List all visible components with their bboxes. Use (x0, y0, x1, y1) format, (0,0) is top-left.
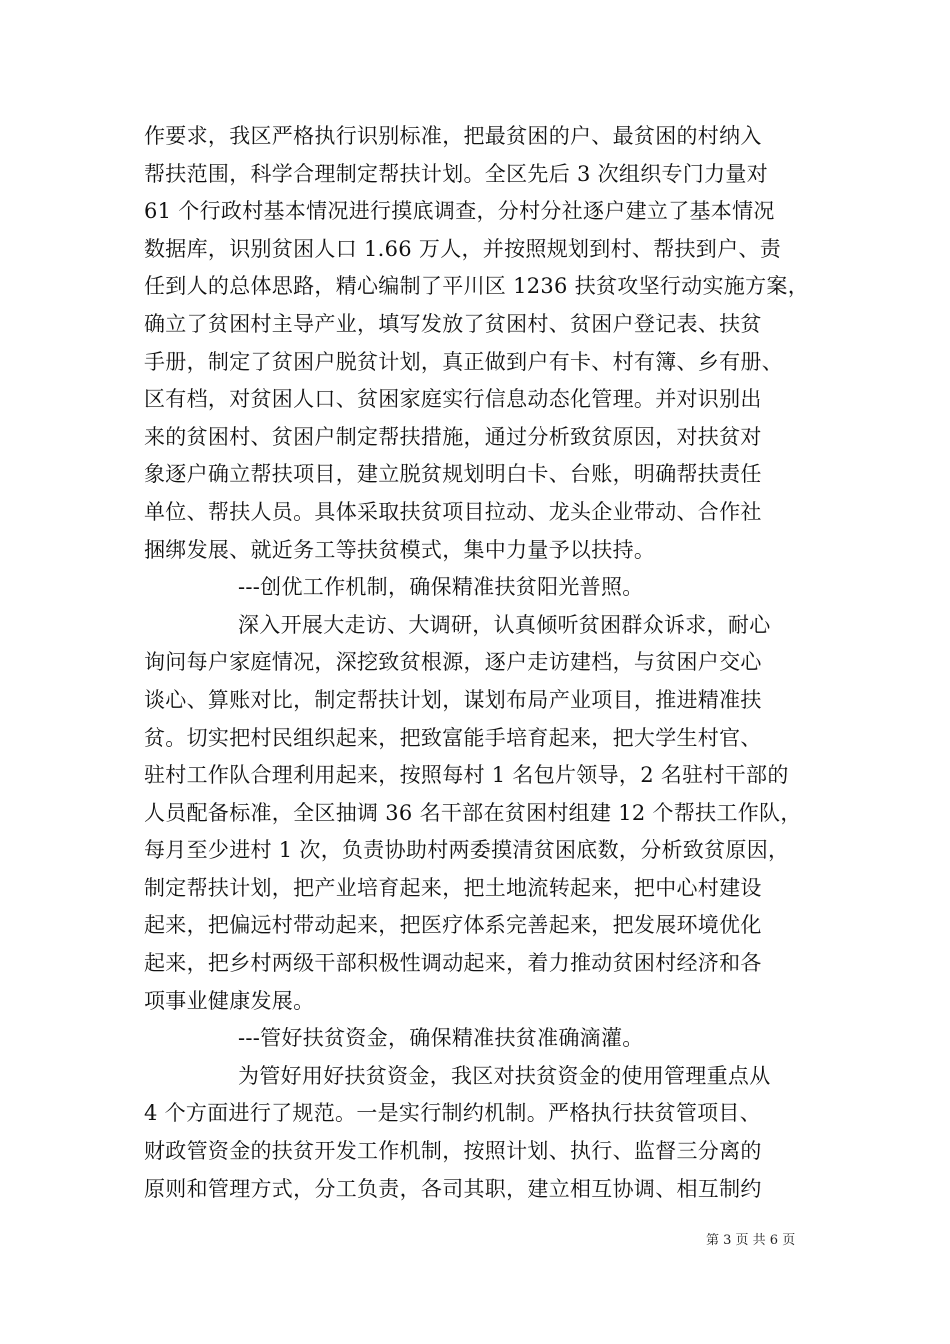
text-line: 帮扶范围，科学合理制定帮扶计划。全区先后 3 次组织专门力量对 (144, 161, 769, 186)
text-line: 作要求，我区严格执行识别标准，把最贫困的户、最贫困的村纳入 (144, 124, 762, 148)
text-line: 财政管资金的扶贫开发工作机制，按照计划、执行、监督三分离的 (144, 1139, 762, 1164)
text-line: 人员配备标准，全区抽调 36 名干部在贫困村组建 12 个帮扶工作队， (144, 800, 802, 825)
text-line: 为管好用好扶贫资金，我区对扶贫资金的使用管理重点从 (238, 1063, 771, 1088)
body-text (144, 118, 820, 1208)
text-line: 谈心、算账对比，制定帮扶计划，谋划布局产业项目，推进精准扶 (144, 687, 762, 712)
text-line: 驻村工作队合理利用起来，按照每村 1 名包片领导，2 名驻村干部的 (144, 763, 789, 788)
text-line: 制定帮扶计划，把产业培育起来，把土地流转起来，把中心村建设 (144, 875, 762, 900)
text-line: 来的贫困村、贫困户制定帮扶措施，通过分析致贫原因，对扶贫对 (144, 424, 762, 449)
text-line: 确立了贫困村主导产业，填写发放了贫困村、贫困户登记表、扶贫 (144, 311, 762, 336)
text-line: 4 个方面进行了规范。一是实行制约机制。严格执行扶贫管项目、 (144, 1101, 762, 1126)
text-line: 手册，制定了贫困户脱贫计划，真正做到户有卡、村有簿、乡有册、 (144, 349, 783, 374)
text-line: 每月至少进村 1 次，负责协助村两委摸清贫困底数，分析致贫原因， (144, 838, 790, 863)
section-heading: ---管好扶贫资金，确保精准扶贫准确滴灌。 (238, 1026, 644, 1051)
text-line: 项事业健康发展。 (144, 988, 315, 1013)
text-line: 贫。切实把村民组织起来，把致富能手培育起来，把大学生村官、 (144, 725, 762, 750)
text-line: 61 个行政村基本情况进行摸底调查，分村分社逐户建立了基本情况 (144, 199, 775, 224)
text-line: 区有档，对贫困人口、贫困家庭实行信息动态化管理。并对识别出 (144, 387, 762, 412)
text-line: 原则和管理方式，分工负责，各司其职，建立相互协调、相互制约 (144, 1176, 762, 1201)
section-heading: ---创优工作机制，确保精准扶贫阳光普照。 (238, 575, 644, 600)
text-line: 象逐户确立帮扶项目，建立脱贫规划明白卡、台账，明确帮扶责任 (144, 462, 762, 487)
text-line: 任到人的总体思路，精心编制了平川区 1236 扶贫攻坚行动实施方案， (144, 274, 809, 299)
text-line: 深入开展大走访、大调研，认真倾听贫困群众诉求，耐心 (238, 612, 771, 637)
text-line: 单位、帮扶人员。具体采取扶贫项目拉动、龙头企业带动、合作社 (144, 499, 762, 524)
text-line: 询问每户家庭情况，深挖致贫根源，逐户走访建档，与贫困户交心 (144, 650, 762, 675)
text-line: 起来，把偏远村带动起来，把医疗体系完善起来，把发展环境优化 (144, 913, 762, 938)
text-line: 起来，把乡村两级干部积极性调动起来，着力推动贫困村经济和各 (144, 951, 762, 976)
text-line: 数据库，识别贫困人口 1.66 万人，并按照规划到村、帮扶到户、责 (144, 236, 782, 261)
text-line: 捆绑发展、就近务工等扶贫模式，集中力量予以扶持。 (144, 537, 656, 562)
page-indicator: 第 3 页 共 6 页 (706, 1233, 796, 1248)
